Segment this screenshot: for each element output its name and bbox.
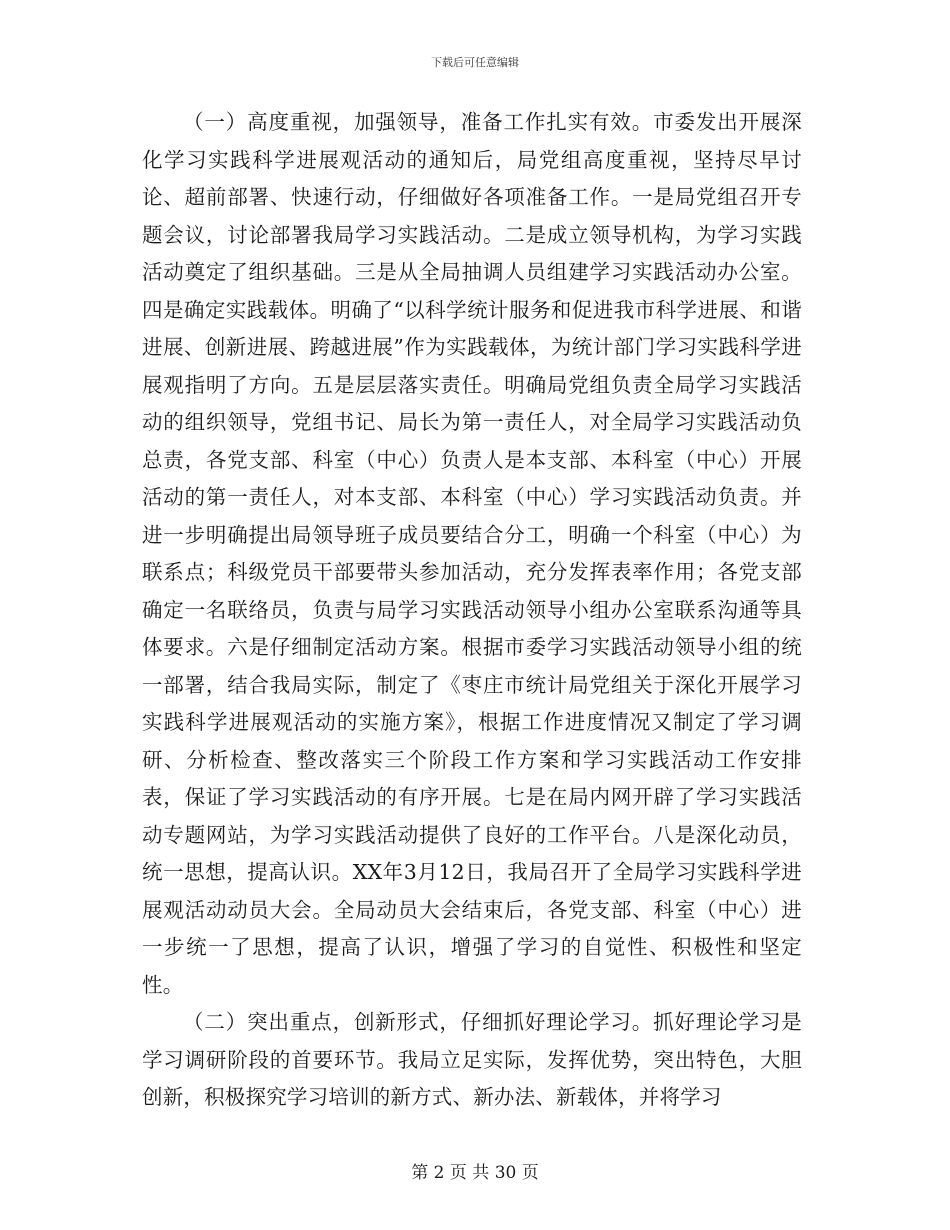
paragraph-2: （二）突出重点，创新形式，仔细抓好理论学习。抓好理论学习是学习调研阶段的首要环节。我局立足实际，发挥优势，突出特色，大胆创新，积极探究学习培训的新方式、新办法、新载体，并将学习 [142,1010,802,1109]
page-header: 下载后可任意编辑 [431,56,519,69]
document-body [142,104,802,1117]
paragraph-1: （一）高度重视，加强领导，准备工作扎实有效。市委发出开展深化学习实践科学进展观活动的通知后，局党组高度重视，坚持尽早讨论、超前部署、快速行动，仔细做好各项准备工作。一是局党组召开专题会议，讨论部署我局学习实践活动。二是成立领导机构，为学习实践活动奠定了组织基础。三是从全局抽调人员组建学习实践活动办公室。四是确定实践载体。明确了“以科学统计服务和促进我市科学进展、和谐进展、创新进展、跨越进展”作为实践载体，为统计部门学习实践科学进展观指明了方向。五是层层落实责任。明确局党组负责全局学习实践活动的组织领导，党组书记、局长为第一责任人，对全局学习实践活动负总责，各党支部、科室（中心）负责人是本支部、本科室（中心）开展活动的第一责任人，对本支部、本科室（中心）学习实践活动负责。并进一步明确提出局领导班子成员要结合分工，明确一个科室（中心）为联系点；科级党员干部要带头参加活动，充分发挥表率作用；各党支部确定一名联络员，负责与局学习实践活动领导小组办公室联系沟通等具体要求。六是仔细制定活动方案。根据市委学习实践活动领导小组的统一部署，结合我局实际，制定了《枣庄市统计局党组关于深化开展学习实践科学进展观活动的实施方案》，根据工作进度情况又制定了学习调研、分析检查、整改落实三个阶段工作方案和学习实践活动工作安排表，保证了学习实践活动的有序开展。七是在局内网开辟了学习实践活动专题网站，为学习实践活动提供了良好的工作平台。八是深化动员，统一思想，提高认识。XX年3月12日，我局召开了全局学习实践科学进展观活动动员大会。全局动员大会结束后，各党支部、科室（中心）进一步统一了思想，提高了认识，增强了学习的自觉性、积极性和坚定性。 [142,110,802,997]
page-footer: 第 2 页 共 30 页 [411,1163,539,1183]
